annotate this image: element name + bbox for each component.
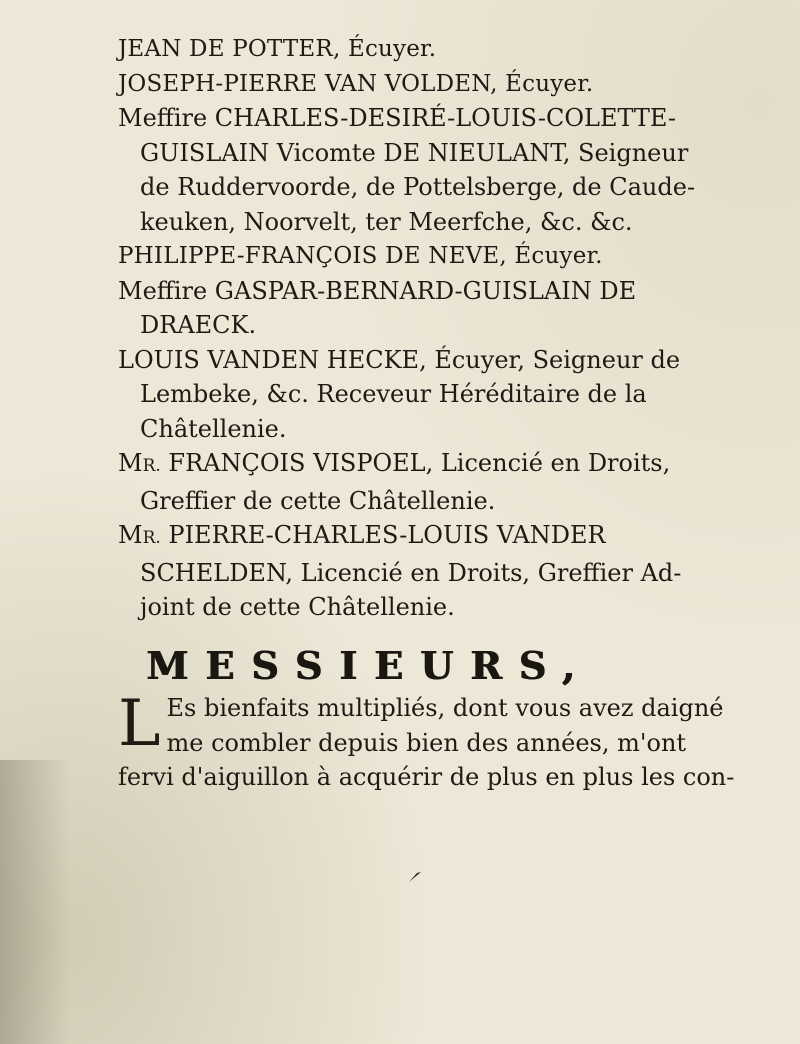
paper-stain xyxy=(0,760,70,1044)
entry-draeck xyxy=(118,274,758,343)
drop-cap: L xyxy=(118,687,161,761)
paragraph-line: me combler depuis bien des années, m'ont xyxy=(166,728,687,757)
entry-line: PHILIPPE-FRANÇOIS DE NEVE, Écuyer. xyxy=(118,243,603,269)
entry-hecke xyxy=(118,343,758,447)
entry-line: de Ruddervoorde, de Pottelsberge, de Caude- xyxy=(140,173,696,201)
mr-suffix: R. xyxy=(142,456,161,476)
entry-line xyxy=(118,446,758,484)
entry-line: DRAECK. xyxy=(140,311,257,339)
entry-volden xyxy=(118,67,758,102)
entry-line xyxy=(118,518,758,556)
opening-paragraph xyxy=(118,687,758,795)
mr-initial: M xyxy=(118,449,143,477)
entry-schelden xyxy=(118,518,758,625)
paragraph-line: Es bienfaits multipliés, dont vous avez daigné xyxy=(166,694,724,722)
entry-line: joint de cette Châtellenie. xyxy=(140,593,455,621)
entry-line: GUISLAIN Vicomte DE NIEULANT, Seigneur xyxy=(140,138,689,167)
paragraph-line: fervi d'aiguillon à acquérir de plus en plus les con- xyxy=(118,763,735,791)
entry-line: JOSEPH-PIERRE VAN VOLDEN, Écuyer. xyxy=(118,70,594,97)
entry-line-text: FRANÇOIS VISPOEL, Licencié en Droits, xyxy=(160,449,671,477)
ink-mark-icon xyxy=(408,871,422,883)
entry-line: LOUIS VANDEN HECKE, Écuyer, Seigneur de xyxy=(118,345,681,374)
mr-initial: M xyxy=(118,521,143,549)
entry-line-text: PIERRE-CHARLES-LOUIS VANDER xyxy=(160,521,606,549)
entry-line: Lembeke, &c. Receveur Héréditaire de la xyxy=(140,380,647,408)
mr-suffix: R. xyxy=(142,528,161,548)
salutation-heading: MESSIEURS, xyxy=(146,642,592,688)
entry-potter xyxy=(118,32,758,67)
entry-line: Greffier de cette Châtellenie. xyxy=(140,486,496,515)
entry-line: Meffire CHARLES-DESIRÉ-LOUIS-COLETTE- xyxy=(118,104,676,132)
entry-neve xyxy=(118,239,758,274)
entry-line: SCHELDEN, Licencié en Droits, Greffier Ad- xyxy=(140,558,682,587)
entry-line: Châtellenie. xyxy=(140,414,287,443)
entry-line: keuken, Noorvelt, ter Meerfche, &c. &c. xyxy=(140,207,633,236)
entry-nieulant xyxy=(118,101,758,239)
entry-line: Meffire GASPAR-BERNARD-GUISLAIN DE xyxy=(118,276,637,305)
entry-vispoel xyxy=(118,446,758,518)
dedication-text xyxy=(118,32,758,795)
ink-mark xyxy=(408,868,422,887)
entry-line: JEAN DE POTTER, Écuyer. xyxy=(118,36,437,62)
